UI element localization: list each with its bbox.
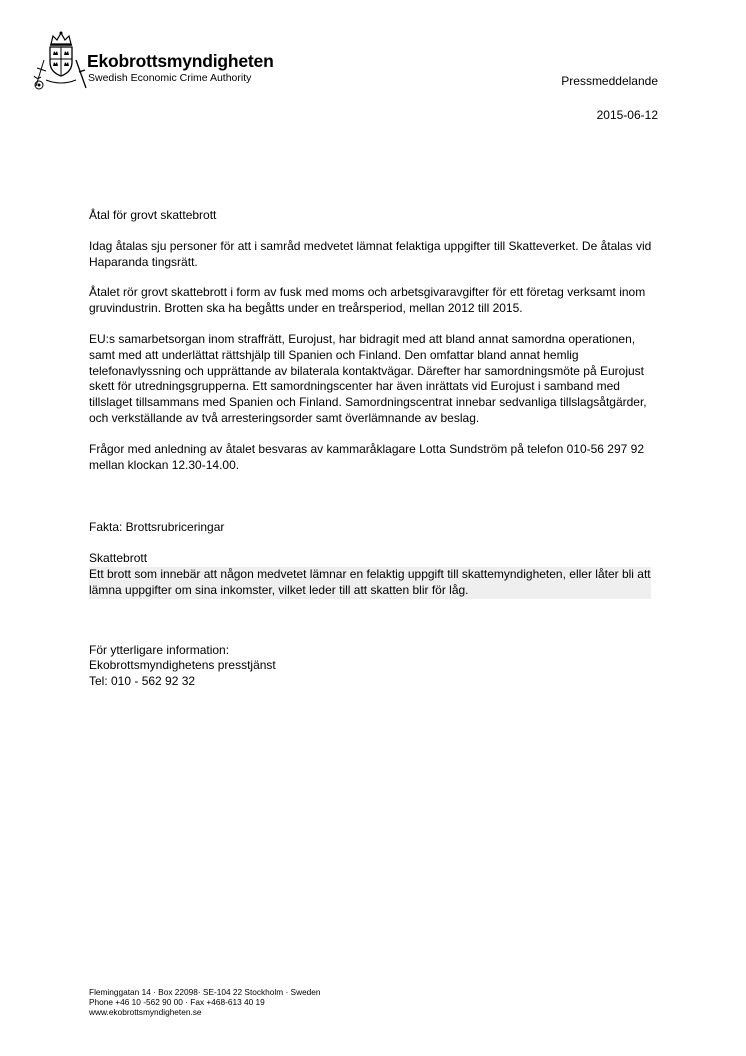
body-paragraph: EU:s samarbetsorgan inom straffrätt, Eurojust, har bidragit med att bland annat samordna operationen, samt med att underlättat rättshjälp till Spanien och Finland. Den omfattar bland annat hemlig telefonavlyssning och upprättande av bilaterala kontaktvägar. Därefter har samordningsmöte på Eurojust skett för utredningsgrupperna. Ett samordningscenter har även inrättats vid Eurojust i samband med tillslaget tillsammans med Spanien och Finland. Samordningscentrat innebar sedvanliga tillslagsåtgärder, och verkställande av två arresteringsorder samt överlämnande av beslag. (89, 331, 647, 425)
facts-definition: Ett brott som innebär att någon medvetet lämnar en felaktig uppgift till skattemyndigheten, eller låter bli att lämna uppgifter om sina inkomster, vilket leder till att skatten blir för låg. (89, 566, 651, 597)
org-logo (32, 30, 272, 94)
footer-address: Fleminggatan 14 · Box 22098· SE-104 22 Stockholm · Sweden (89, 987, 321, 997)
facts-term: Skattebrott (89, 551, 148, 566)
contact-line: För ytterligare information: (89, 642, 230, 657)
footer-phone: Phone +46 10 -562 90 00 · Fax +468-613 40 19 (89, 997, 265, 1008)
document-date: 2015-06-12 (596, 108, 658, 122)
body-paragraph: Idag åtalas sju personer för att i samråd medvetet lämnat felaktiga uppgifter till Skatteverket. De åtalas vid Haparanda tingsrätt. (89, 238, 652, 269)
contact-line: Ekobrottsmyndighetens presstjänst (89, 658, 276, 673)
contact-line: Tel: 010 - 562 92 32 (89, 674, 196, 689)
facts-heading: Fakta: Brottsrubriceringar (89, 520, 225, 535)
contact-block (89, 643, 664, 690)
document-type: Pressmeddelande (561, 74, 658, 88)
org-name: Ekobrottsmyndigheten (87, 51, 274, 71)
footer (89, 987, 321, 1018)
body-paragraph: Frågor med anledning av åtalet besvaras av kammaråklagare Lotta Sundström på telefon 010-56 297 92 mellan klockan 12.30-14.00. (89, 441, 644, 472)
body-paragraph: Åtalet rör grovt skattebrott i form av fusk med moms och arbetsgivaravgifter för ett företag verksamt inom gruvindustrin. Brotten ska ha begåtts under en treårsperiod, mellan 2012 till 2015. (89, 285, 646, 316)
footer-website[interactable]: www.ekobrottsmyndigheten.se (89, 1007, 202, 1018)
org-subtitle: Swedish Economic Crime Authority (88, 72, 252, 84)
press-release-body (89, 208, 664, 690)
press-release-title: Åtal för grovt skattebrott (89, 208, 217, 222)
crest-icon (32, 30, 90, 94)
